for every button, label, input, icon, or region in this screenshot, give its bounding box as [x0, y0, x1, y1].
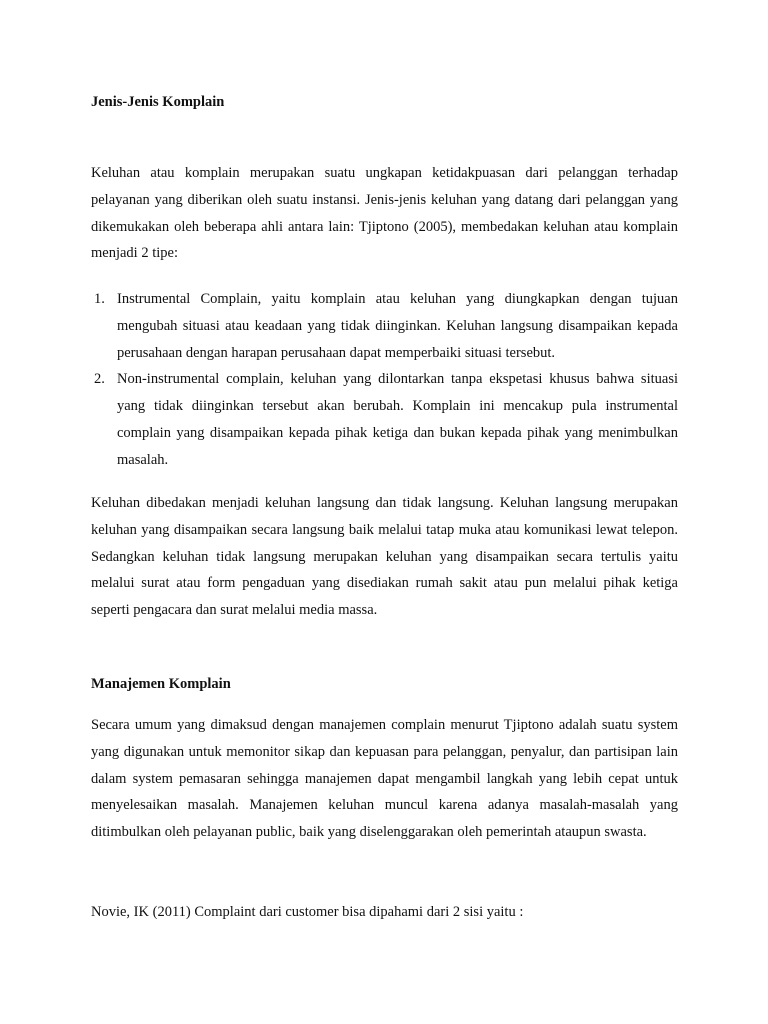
list-item-text: Non-instrumental complain, keluhan yang dilontarkan tanpa ekspetasi khusus bahwa situasi yang tidak diinginkan tersebut akan berubah. Komplain ini mencakup pula instrumental complain yang disampaikan kepada pihak ketiga dan bukan kepada pihak yang menimbulkan masalah.: [117, 371, 678, 468]
closing-paragraph: Keluhan dibedakan menjadi keluhan langsung dan tidak langsung. Keluhan langsung merupakan keluhan yang disampaikan secara langsung baik melalui tatap muka atau komunikasi lewat telepon. Sedangkan keluhan tidak langsung merupakan keluhan yang disampaikan secara tertulis yaitu melalui surat atau form pengaduan yang disediakan rumah sakit atau pun melalui pihak ketiga seperti pengacara dan surat melalui media massa.: [91, 495, 678, 619]
manajemen-paragraph: Secara umum yang dimaksud dengan manajemen complain menurut Tjiptono adalah suatu system yang digunakan untuk memonitor sikap dan kepuasan para pelanggan, penyalur, dan partisipan lain dalam system pemasaran sehingga manajemen dapat mengambil langkah yang lebih cepat untuk menyelesaikan masalah. Manajemen keluhan muncul karena adanya masalah-masalah yang ditimbulkan oleh pelayanan public, baik yang diselenggarakan oleh pemerintah ataupun swasta.: [91, 717, 678, 841]
list-item-number: 2.: [94, 371, 105, 388]
list-item-text: Instrumental Complain, yaitu komplain atau keluhan yang diungkapkan dengan tujuan mengubah situasi atau keadaan yang tidak diinginkan. Keluhan langsung disampaikan kepada perusahaan dengan harapan perusahaan dapat memperbaiki situasi tersebut.: [117, 291, 678, 361]
list-item-number: 1.: [94, 291, 105, 307]
list-item: [91, 286, 678, 366]
section-heading-manajemen-komplain: Manajemen Komplain: [91, 676, 231, 692]
list-item: [91, 366, 678, 473]
complaint-types-list: [91, 286, 678, 474]
intro-paragraph: Keluhan atau komplain merupakan suatu ungkapan ketidakpuasan dari pelanggan terhadap pelayanan yang diberikan oleh suatu instansi. Jenis-jenis keluhan yang datang dari pelanggan yang dikemukakan oleh beberapa ahli antara lain: Tjiptono (2005), membedakan keluhan atau komplain menjadi 2 tipe:: [91, 165, 678, 262]
section-heading-jenis-komplain: Jenis-Jenis Komplain: [91, 94, 225, 110]
citation-note: Novie, IK (2011) Complaint dari customer bisa dipahami dari 2 sisi yaitu :: [91, 904, 524, 920]
